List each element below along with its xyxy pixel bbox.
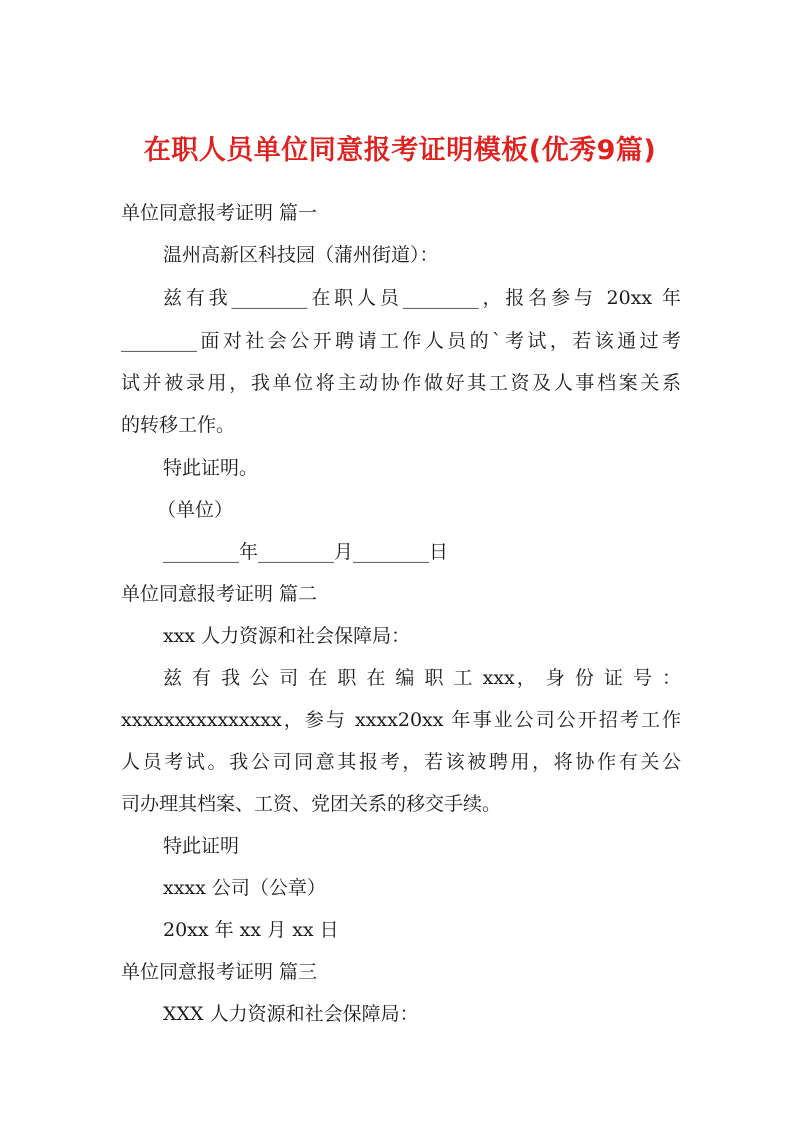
date-line: 20xx 年 xx 月 xx 日 (163, 919, 339, 941)
addressee-line: xxx 人力资源和社会保障局： (163, 625, 411, 647)
body-line: 人员考试。我公司同意其报考，若该被聘用，将协作有关公 (121, 751, 681, 773)
date-line: ________年________月________日 (163, 541, 449, 563)
closing-line: 特此证明。 (163, 457, 259, 479)
body-line: 的转移工作。 (121, 414, 236, 436)
signature-company-line: xxxx 公司（公章） (163, 877, 326, 899)
section-heading-3: 单位同意报考证明 篇三 (121, 961, 318, 983)
addressee-line: 温州高新区科技园（蒲州街道）： (163, 244, 439, 266)
addressee-line: XXX 人力资源和社会保障局： (163, 1003, 419, 1025)
section-heading-2: 单位同意报考证明 篇二 (121, 583, 318, 605)
body-line: 兹有我________在职人员________，报名参与 20xx 年 (163, 287, 681, 309)
document-title: 在职人员单位同意报考证明模板(优秀9篇) (143, 135, 657, 166)
body-line: 兹 有 我 公 司 在 职 在 编 职 工 xxx， 身 份 证 号 ： (163, 667, 681, 689)
section-heading-1: 单位同意报考证明 篇一 (121, 202, 318, 224)
body-line: 司办理其档案、工资、党团关系的移交手续。 (121, 793, 502, 815)
body-line: 试并被录用，我单位将主动协作做好其工资及人事档案关系 (121, 372, 681, 394)
signature-unit-line: （单位） (157, 499, 234, 521)
body-line: ________面对社会公开聘请工作人员的`考试，若该通过考 (121, 330, 681, 352)
body-line: xxxxxxxxxxxxxxx，参与 xxxx20xx 年事业公司公开招考工作 (121, 709, 681, 731)
closing-line: 特此证明 (163, 835, 240, 857)
